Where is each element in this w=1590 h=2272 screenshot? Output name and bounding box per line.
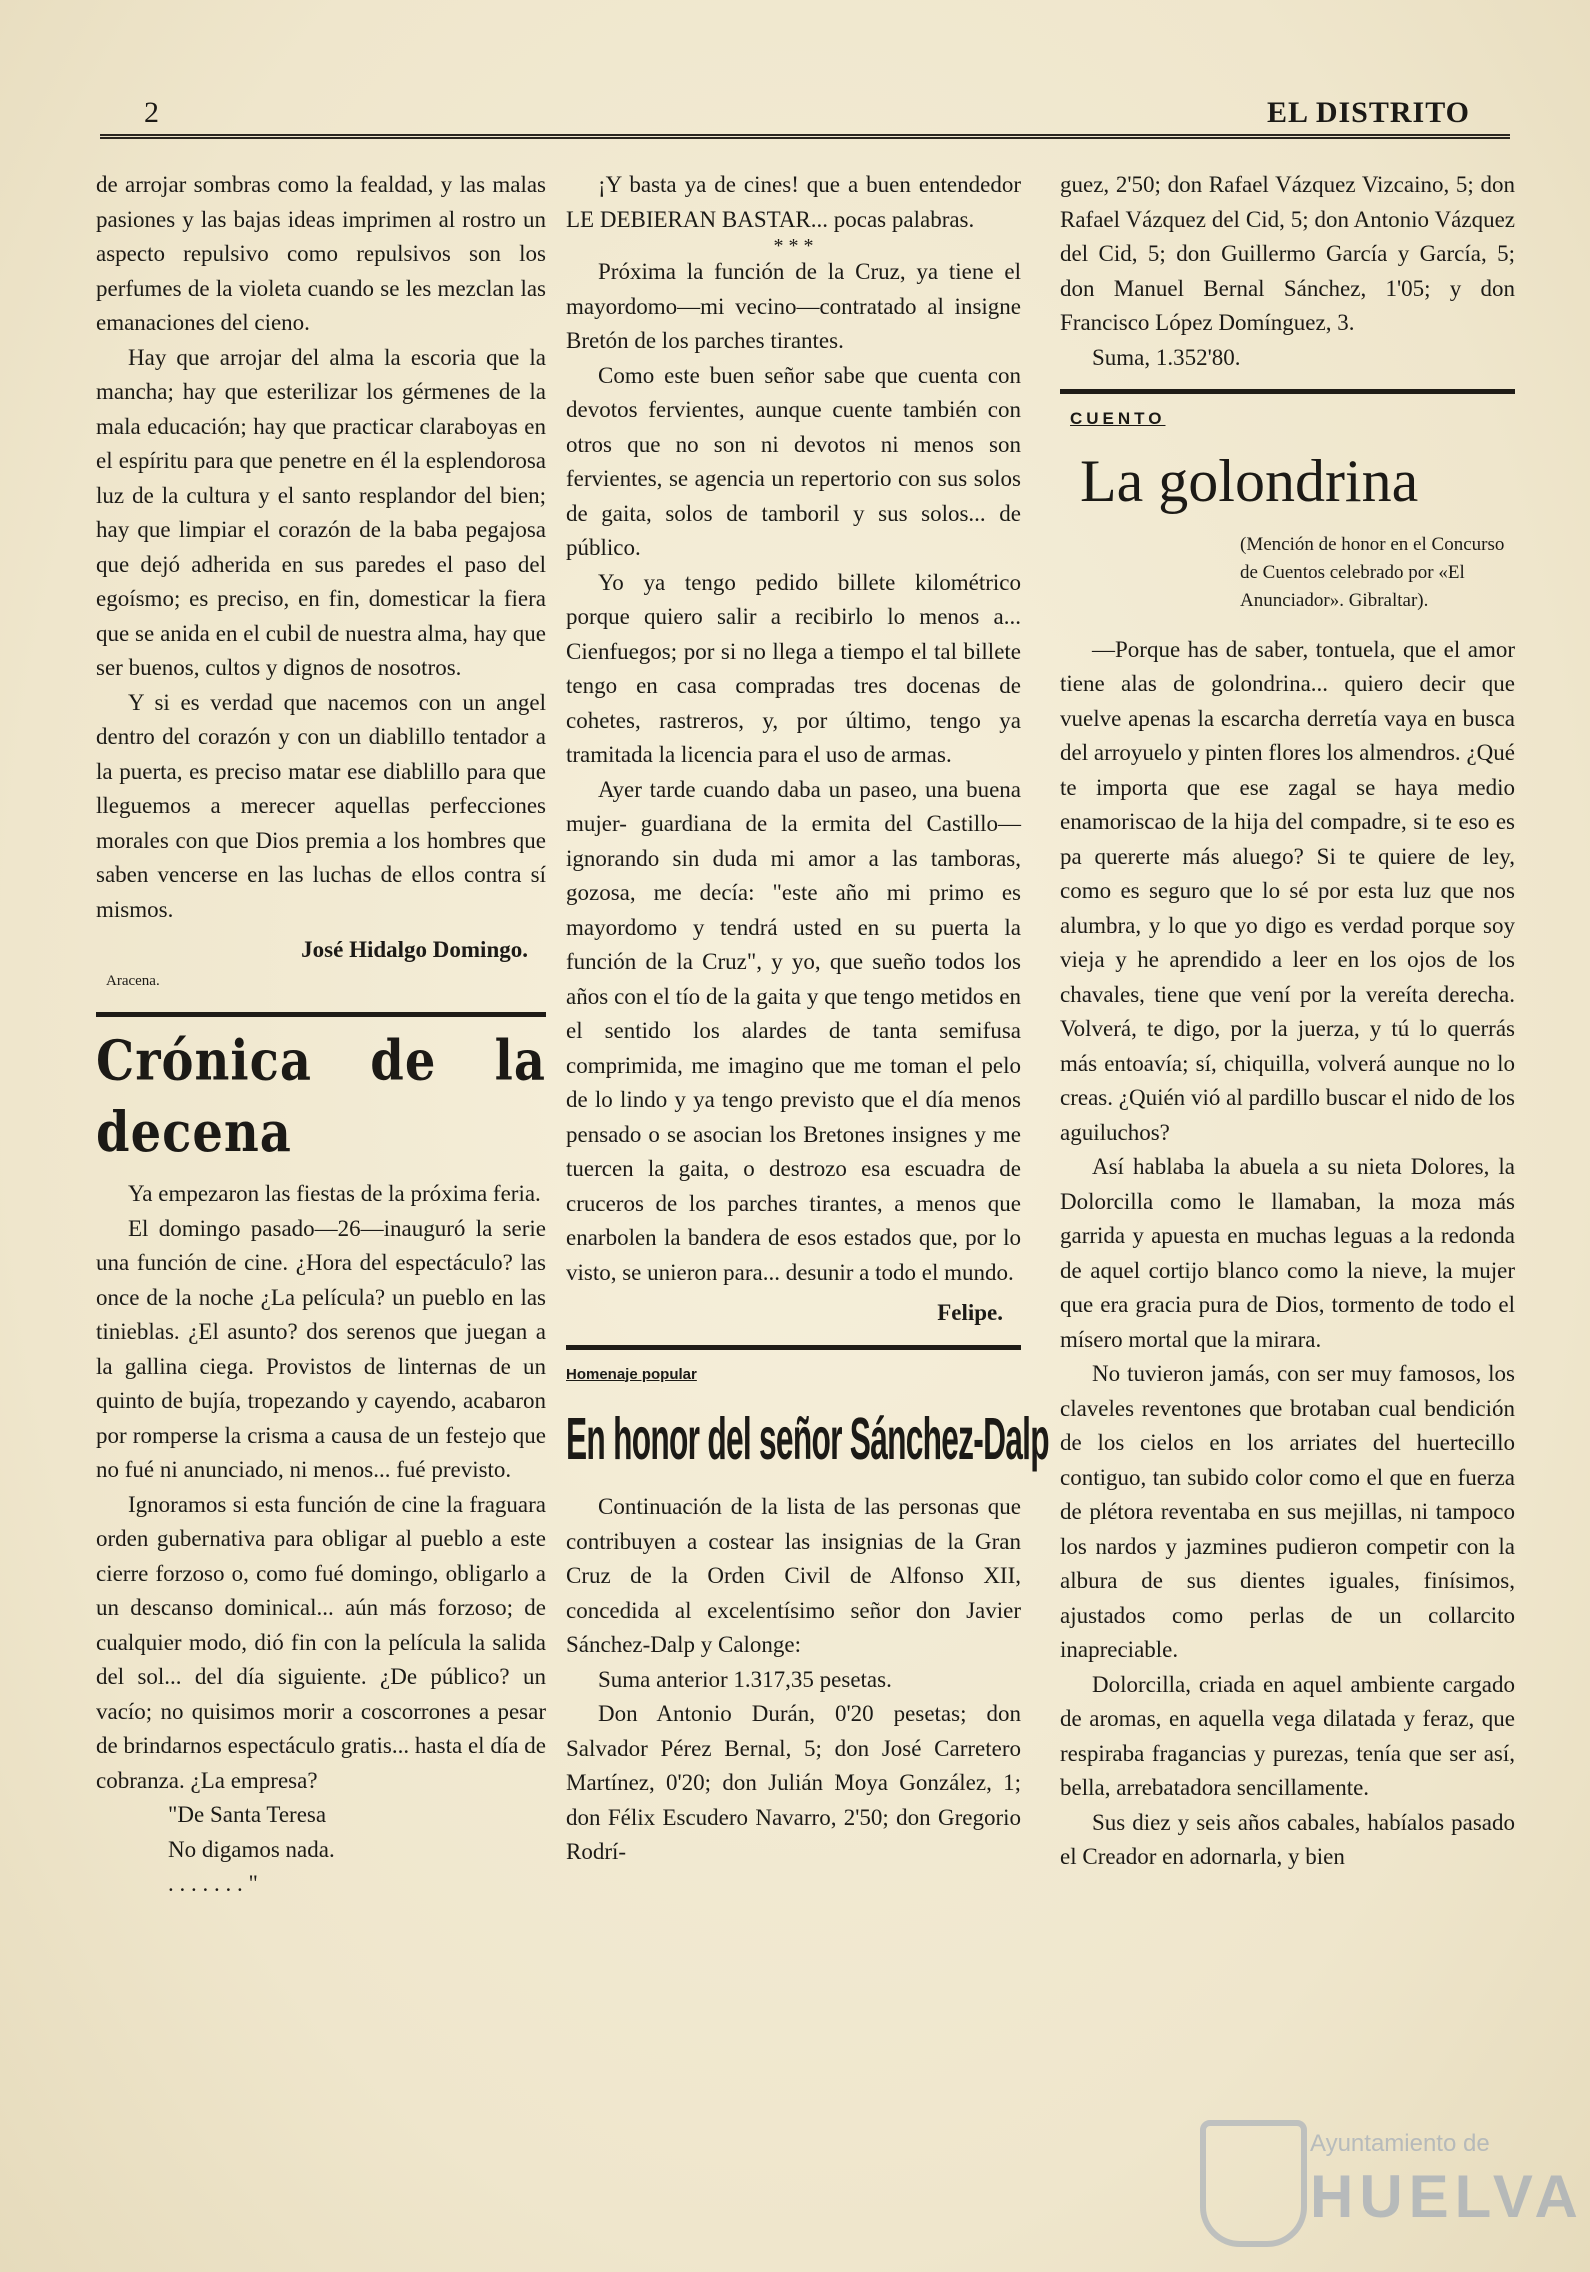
quote-line: . . . . . . . " [168,1871,258,1896]
column-1 [96,168,546,1902]
section-label: Homenaje popular [566,1365,697,1383]
article-paragraph: Hay que arrojar del alma la escoria que la mancha; hay que esterilizar los gérmenes de la mala educación; hay que practicar claraboyas en el espíritu para que penetre en él la esplendorosa luz de la cultura y el santo resplandor del bien; hay que limpiar el corazón de la baba pegajosa que dejó adherida en sus paredes el paso del egoísmo; es preciso, en fin, domesticar la fiera que se anida en el cubil de nuestra alma, hay que ser buenos, cultos y dignos de nosotros. [96,344,546,680]
column-2 [566,168,1049,1870]
article-paragraph: Próxima la función de la Cruz, ya tiene el mayordomo—mi vecino—contratado al insigne Bretón de los parches tirantes. [566,259,1021,353]
homenaje-list-continued: guez, 2'50; don Rafael Vázquez Vizcaino, 5; don Rafael Vázquez del Cid, 5; don Antonio Vázquez del Cid, 5; don Guillermo García y García, 5; don Manuel Bernal Sánchez, 1'05; y don Francisco López Domínguez, 3. [1060,172,1515,335]
cronica-paragraph: Ignoramos si esta función de cine la fraguara orden gubernativa para obligar al pueblo a este cierre forzoso o, como fué domingo, obligarlo a un descanso dominical... aún más forzoso; de cualquier modo, dió fin con la película la salida del sol... del día siguiente. ¿De público? un vacío; no quisimos morir a coscorrones a pesar de brindarnos espectáculo gratis... hasta el día de cobranza. ¿La empresa? [96,1491,546,1793]
homenaje-paragraph: Continuación de la lista de las personas que contribuyen a costear las insignias de la Gran Cruz de la Orden Civil de Alfonso XII, concedida al excelentísimo señor don Javier Sánchez-Dalp y Calonge: [566,1494,1021,1657]
cuento-paragraph: Sus diez y seis años cabales, habíalos pasado el Creador en adornarla, y bien [1060,1809,1515,1869]
watermark-line2: HUELVA [1310,2163,1584,2230]
archive-watermark [1200,2120,1584,2240]
cronica-title: Crónica de la decena [96,1029,546,1165]
cuento-paragraph: Dolorcilla, criada en aquel ambiente cargado de aromas, en aquella vega dilatada y feraz, que respiraba fragancias y purezas, tenía que ser así, bella, arrebatadora sencillamente. [1060,1671,1515,1800]
cuento-label: CUENTO [1070,409,1166,428]
cronica-paragraph: Ya empezaron las fiestas de la próxima feria. [128,1181,541,1206]
homenaje-paragraph: Don Antonio Durán, 0'20 pesetas; don Salvador Pérez Bernal, 5; don José Carretero Martínez, 0'20; don Julián Moya González, 1; don Félix Escudero Navarro, 2'50; don Gregorio Rodrí- [566,1701,1021,1864]
cuento-title: La golondrina [1080,447,1419,514]
cronica-quote [96,1798,546,1902]
cuento-paragraph: Así hablaba la abuela a su nieta Dolores, la Dolorcilla como le llamaban, la moza más garrida y apuesta en muchas leguas a la redonda de aquel cortijo blanco como la nieve, la mujer que era gracia pura de Dios, tormento de todo el mísero mortal que la mirara. [1060,1154,1515,1352]
homenaje-title: En honor del señor Sánchez-Dalp [566,1406,1049,1473]
page-number: 2 [144,96,159,129]
article-signature: Felipe. [937,1300,1003,1325]
quote-line: "De Santa Teresa [168,1802,327,1827]
article-paragraph: Como este buen señor sabe que cuenta con devotos fervientes, aunque cuente también con otros que no son ni devotos ni menos son fervientes, se agencia un repertorio con sus solos de gaita, solos de tamboril y sus solos... de público. [566,362,1021,560]
article-signature: José Hidalgo Domingo. [301,937,528,962]
section-divider [96,1012,546,1017]
article-paragraph: Y si es verdad que nacemos con un angel dentro del corazón y con un diablillo tentador a la puerta, es preciso matar ese diablillo para que lleguemos a merecer aquellas perfecciones morales con que Dios premia a los hombres que saben vencerse en las luchas de ellos contra sí mismos. [96,689,546,922]
article-paragraph: Yo ya tengo pedido billete kilométrico porque quiero salir a recibirlo lo menos a... Cienfuegos; por si no llega a tiempo el tal billete tengo en casa compradas tres docenas de cohetes, rastreros, y, por último, tengo ya tramitada la licencia para el uso de armas. [566,569,1021,767]
section-divider [1060,389,1515,394]
crest-icon [1200,2120,1307,2247]
cuento-paragraph: —Porque has de saber, tontuela, que el amor tiene alas de golondrina... quiero decir que vuelve apenas la escarcha derretía vaya en busca del arroyuelo y pinten flores los almendros. ¿Qué te importa que ese zagal se haya medio enamoriscao de la hija del compadre, si te eso es pa quererte más aluego? Si te quiere de ley, como es seguro que lo sé por esta luz que nos alumbra, y lo que yo digo es verdad porque soy vieja y he aprendido a leer en los ojos de los chavales, tiene que vení por la vereíta derecha. Volverá, te digo, por la juerza, y tú lo querrás más entoavía; sí, chiquilla, volverá aunque no lo creas. ¿Quién vió al pardillo buscar el nido de los aguiluchos? [1060,636,1515,1145]
article-paragraph: ¡Y basta ya de cines! que a buen entendedor LE DEBIERAN BASTAR... pocas palabras. [566,172,1021,232]
homenaje-total: Suma, 1.352'80. [1092,344,1241,370]
newspaper-name: EL DISTRITO [1266,96,1470,129]
cuento-note: (Mención de honor en el Concurso de Cuentos celebrado por «El Anunciador». Gibraltar). [1240,533,1505,611]
cuento-paragraph: No tuvieron jamás, con ser muy famosos, los claveles reventones que brotaban cual bendición de los cielos en los arriates del huertecillo contiguo, tan subido color como el que en fuerza de plétora reventaba en sus mejillas, ni tampoco los nardos y jazmines pudieron competir con la albura de sus dientes iguales, finísimos, ajustados como perlas de un collarcito inapreciable. [1060,1361,1515,1662]
watermark-line1: Ayuntamiento de [1310,2130,1490,2157]
article-place: Aracena. [106,972,160,989]
homenaje-paragraph: Suma anterior 1.317,35 pesetas. [598,1666,892,1692]
section-divider [566,1345,1021,1350]
article-paragraph: de arrojar sombras como la fealdad, y las malas pasiones y las bajas ideas imprimen al rostro un aspecto repulsivo como repulsivos son los perfumes de la violeta cuando se les mezclan las emanaciones del cieno. [96,172,546,335]
quote-line: No digamos nada. [168,1836,335,1862]
article-paragraph: Ayer tarde cuando daba un paseo, una buena mujer- guardiana de la ermita del Castillo—ignorando sin duda mi amor a las tamboras, gozosa, me decía: "este año mi primo es mayordomo y tendrá usted en su puerta la función de la Cruz", y yo, que sueño todos los años con el tío de la gaita y que tengo metidos en el sentido los alardes de tanta semifusa comprimida, me imagino que me toman el pelo de lo lindo y ya tengo previsto que el día menos pensado o se asocian los Bretones insignes y me tuercen la gaita, o destrozo esa escuadra de cruceros de los parches tirantes, a menos que enarbolen la bandera de esos estados que, por lo visto, se unieron para... desunir a todo el mundo. [566,776,1021,1285]
cronica-paragraph: El domingo pasado—26—inauguró la serie una función de cine. ¿Hora del espectáculo? las once de la noche ¿La película? un pueblo en las tinieblas. ¿El asunto? dos serenos que juegan a la gallina ciega. Provistos de linternas de un quinto de bujía, tropezando y cayendo, acabaron por romperse la crisma a causa de un festejo que no fué ni anunciado, ni menos... fué previsto. [96,1215,546,1482]
column-3 [1060,168,1515,1875]
separator-stars: * * * [773,235,814,257]
page-header [100,96,1510,139]
